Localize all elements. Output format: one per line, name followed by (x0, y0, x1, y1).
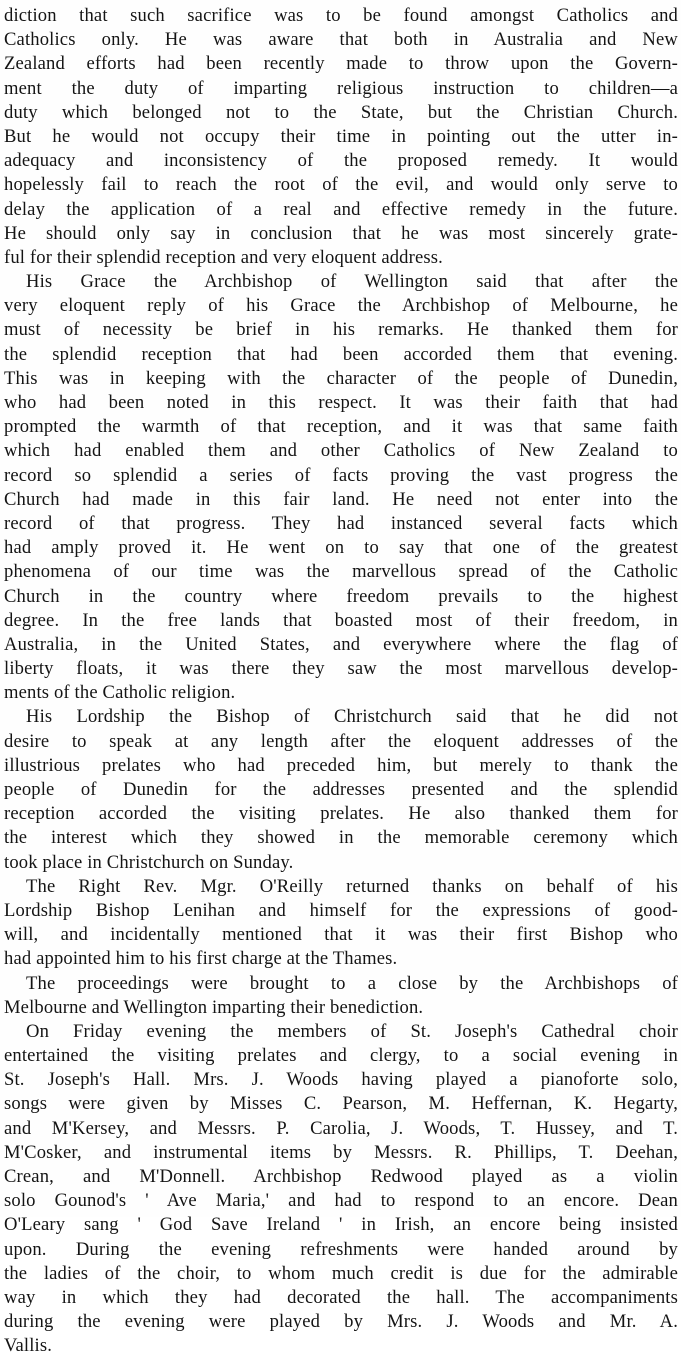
article-text-line: Zealand efforts had been recently made to throw upon the Govern- (4, 53, 678, 75)
article-text-line: took place in Christchurch on Sunday. (4, 851, 294, 873)
article-text-line: had appointed him to his first charge at the Thames. (4, 948, 398, 970)
article-text-line: record of that progress. They had instanced several facts which (4, 512, 678, 534)
article-text-line: had amply proved it. He went on to say that one of the greatest (4, 537, 678, 559)
article-text-line: phenomena of our time was the marvellous spread of the Catholic (4, 561, 678, 583)
article-text-line: diction that such sacrifice was to be found amongst Catholics and (4, 5, 678, 26)
article-text-line: On Friday evening the members of St. Joseph's Cathedral choir (26, 1020, 678, 1042)
article-text-line: very eloquent reply of his Grace the Archbishop of Melbourne, he (4, 295, 678, 317)
article-text-line: This was in keeping with the character of the people of Dunedin, (4, 367, 678, 389)
article-text-line: The proceedings were brought to a close by the Archbishops of (26, 972, 678, 994)
article-text-line: degree. In the free lands that boasted most of their freedom, in (4, 609, 678, 631)
article-text-line: liberty floats, it was there they saw the most marvellous develop- (4, 658, 678, 680)
article-text-line: songs were given by Misses C. Pearson, M. Heffernan, K. Hegarty, (4, 1093, 678, 1115)
article-text-line: adequacy and inconsistency of the proposed remedy. It would (4, 150, 678, 172)
article-text-line: who had been noted in this respect. It was their faith that had (4, 392, 678, 413)
article-text-line: entertained the visiting prelates and clergy, to a social evening in (4, 1045, 678, 1067)
article-text-line: people of Dunedin for the addresses presented and the splendid (4, 779, 678, 800)
article-text-line: His Grace the Archbishop of Wellington said that after the (26, 271, 678, 293)
article-text-line: duty which belonged not to the State, but the Christian Church. (4, 101, 678, 123)
article-text-line: Vallis. (4, 1335, 53, 1357)
article-text-line: Catholics only. He was aware that both in Australia and New (4, 29, 678, 51)
article-text-line: way in which they had decorated the hall. The accompaniments (4, 1286, 678, 1308)
article-text-line: He should only say in conclusion that he was most sincerely grate- (4, 222, 678, 244)
article-text-line: ments of the Catholic religion. (4, 682, 236, 704)
article-text-line: Melbourne and Wellington imparting their benediction. (4, 996, 424, 1018)
article-text-line: St. Joseph's Hall. Mrs. J. Woods having played a pianoforte solo, (4, 1069, 678, 1091)
article-column (4, 4, 678, 1359)
article-text-line: upon. During the evening refreshments were handed around by (4, 1238, 678, 1260)
article-text-line: during the evening were played by Mrs. J. Woods and Mr. A. (4, 1311, 678, 1333)
article-text-line: solo Gounod's ' Ave Maria,' and had to respond to an encore. Dean (4, 1190, 678, 1212)
article-text-line: the interest which they showed in the memorable ceremony which (4, 827, 678, 849)
article-text-line: The Right Rev. Mgr. O'Reilly returned thanks on behalf of his (26, 875, 678, 897)
article-text-line: Australia, in the United States, and everywhere where the flag of (4, 633, 678, 655)
article-text-line: O'Leary sang ' God Save Ireland ' in Irish, an encore being insisted (4, 1214, 678, 1236)
article-text-line: Church had made in this fair land. He need not enter into the (4, 488, 678, 510)
article-text-line: hopelessly fail to reach the root of the evil, and would only serve to (4, 174, 678, 196)
article-text-line: delay the application of a real and effective remedy in the future. (4, 198, 678, 220)
article-text-line: Church in the country where freedom prevails to the highest (4, 585, 678, 607)
article-text-line: M'Cosker, and instrumental items by Messrs. R. Phillips, T. Deehan, (4, 1141, 678, 1163)
article-text-line: must of necessity be brief in his remarks. He thanked them for (4, 319, 678, 341)
article-text-line: desire to speak at any length after the eloquent addresses of the (4, 730, 678, 752)
article-text-line: record so splendid a series of facts proving the vast progress the (4, 464, 678, 486)
article-text-line: reception accorded the visiting prelates. He also thanked them for (4, 803, 678, 825)
article-text-line: the ladies of the choir, to whom much credit is due for the admirable (4, 1262, 678, 1284)
article-text-line: the splendid reception that had been accorded them that evening. (4, 343, 678, 365)
article-text-line: will, and incidentally mentioned that it was their first Bishop who (4, 924, 678, 946)
article-text-line: prompted the warmth of that reception, and it was that same faith (4, 416, 678, 438)
article-text-line: His Lordship the Bishop of Christchurch said that he did not (26, 706, 678, 728)
article-text-line: and M'Kersey, and Messrs. P. Carolia, J. Woods, T. Hussey, and T. (4, 1117, 678, 1139)
article-text-line: ment the duty of imparting religious instruction to children—a (4, 77, 678, 99)
article-text-line: which had enabled them and other Catholics of New Zealand to (4, 440, 678, 462)
article-text-line: But he would not occupy their time in pointing out the utter in- (4, 125, 678, 147)
article-text-line: illustrious prelates who had preceded him, but merely to thank the (4, 754, 678, 776)
article-text-line: Lordship Bishop Lenihan and himself for the expressions of good- (4, 899, 678, 921)
article-text-line: ful for their splendid reception and very eloquent address. (4, 246, 443, 268)
article-text-line: Crean, and M'Donnell. Archbishop Redwood played as a violin (4, 1166, 678, 1187)
